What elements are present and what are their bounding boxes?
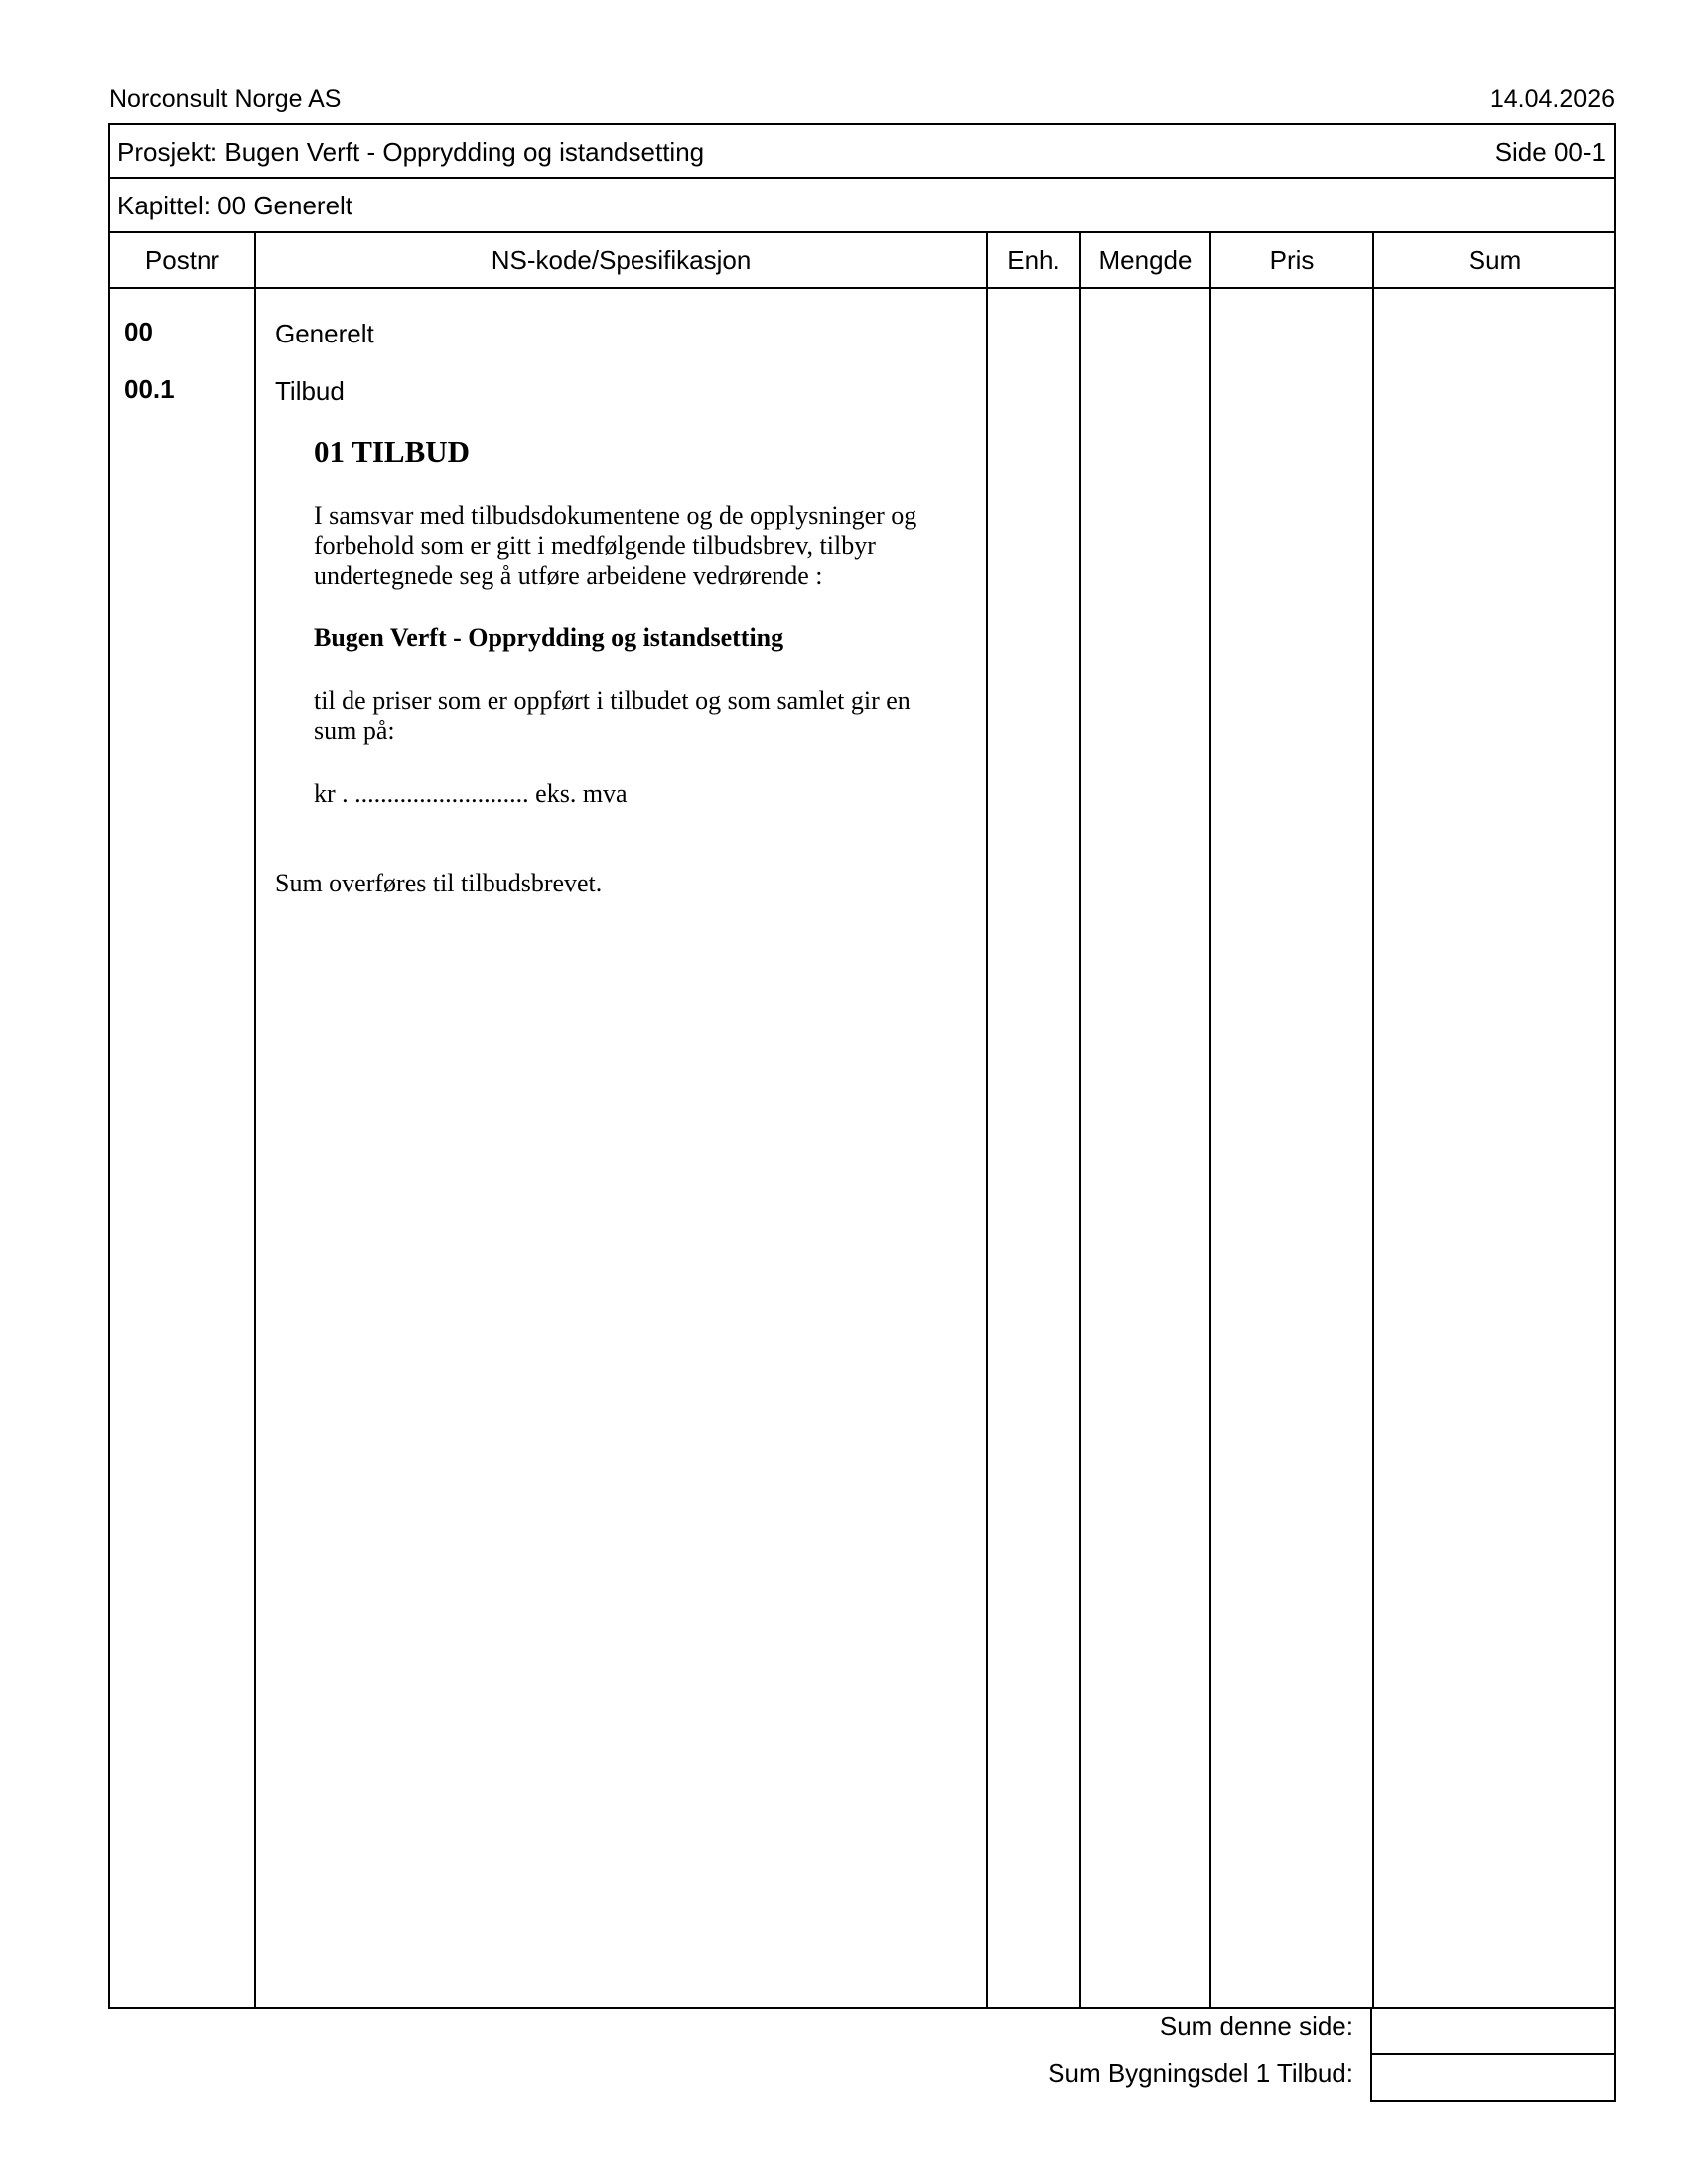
column-header-spec: NS-kode/Spesifikasjon	[491, 245, 752, 275]
chapter-title: Kapittel: 00 Generelt	[117, 191, 353, 220]
offer-price-line-1: til de priser som er oppført i tilbudet og som samlet gir en	[314, 686, 911, 715]
offer-price-line-2: sum på:	[314, 716, 395, 745]
offer-paragraph-line-1: I samsvar med tilbudsdokumentene og de opplysninger og	[314, 501, 917, 530]
sum-building-label: Sum Bygningsdel 1 Tilbud:	[1048, 2058, 1353, 2088]
company-name: Norconsult Norge AS	[109, 85, 342, 113]
row-postnr-00-1: 00.1	[124, 374, 175, 404]
row-postnr-00: 00	[124, 317, 153, 346]
offer-heading: 01 TILBUD	[314, 434, 471, 469]
offer-paragraph-line-3: undertegnede seg å utføre arbeidene vedrørende :	[314, 561, 823, 590]
column-header-sum: Sum	[1468, 245, 1522, 275]
page-number: Side 00-1	[1494, 137, 1606, 167]
project-title: Prosjekt: Bugen Verft - Opprydding og istandsetting	[117, 137, 705, 167]
column-header-price: Pris	[1269, 245, 1315, 275]
column-header-qty: Mengde	[1098, 245, 1193, 275]
column-header-postnr: Postnr	[144, 245, 220, 275]
sum-page-label: Sum denne side:	[1159, 2011, 1353, 2041]
specification-table	[108, 231, 1616, 2009]
offer-amount-line: kr . ........................... eks. mva	[314, 779, 628, 808]
offer-project-name: Bugen Verft - Opprydding og istandsetting	[314, 623, 784, 652]
row-spec-tilbud: Tilbud	[275, 376, 345, 406]
document-date: 14.04.2026	[1489, 85, 1615, 113]
sum-building-value	[1370, 2053, 1616, 2102]
offer-paragraph-line-2: forbehold som er gitt i medfølgende tilbudsbrev, tilbyr	[314, 531, 876, 560]
sum-page-value	[1370, 2007, 1616, 2055]
transfer-note: Sum overføres til tilbudsbrevet.	[275, 869, 603, 897]
chapter-row	[108, 177, 1616, 233]
column-header-unit: Enh.	[1007, 245, 1060, 275]
row-spec-generelt: Generelt	[275, 319, 374, 348]
project-row	[108, 123, 1616, 179]
